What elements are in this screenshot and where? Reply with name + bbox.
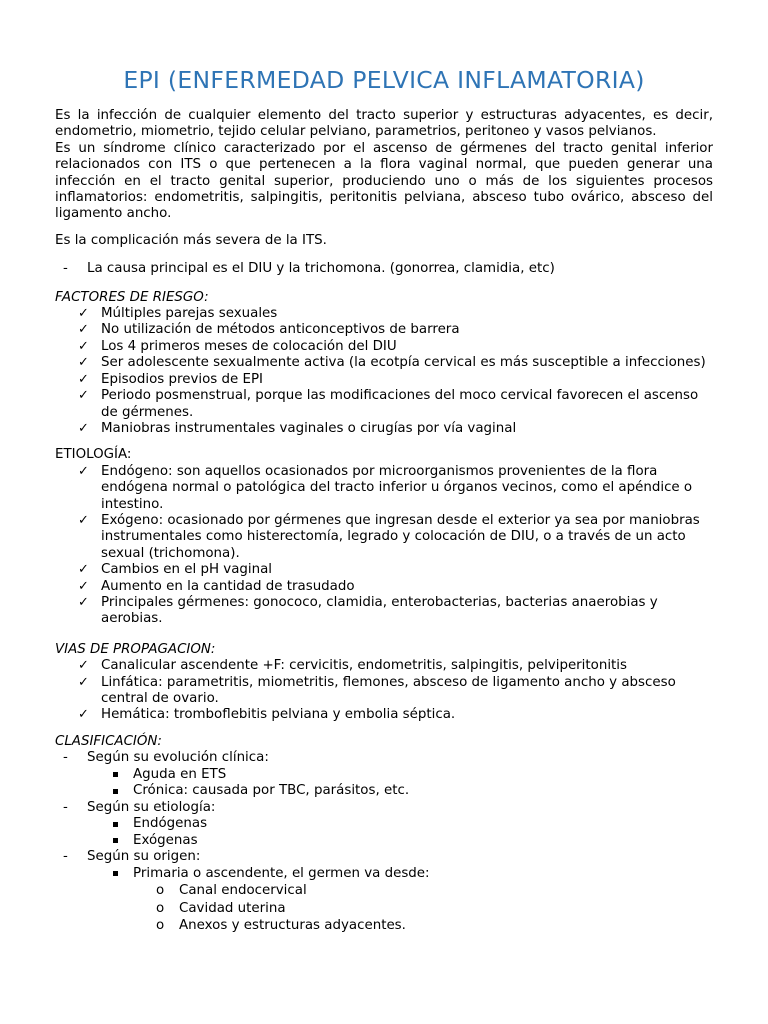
list-item: ✓ Exógeno: ocasionado por gérmenes que ingresan desde el exterior ya sea por maniobras instrumentales como histerectomía, legrado y colocación de DIU, o a través de un acto sexual (trichomona). [78, 512, 700, 561]
etiology-type-list [87, 816, 713, 849]
circle-bullet: o [156, 918, 165, 934]
dash-bullet: - [63, 849, 68, 865]
checkmark-icon: ✓ [78, 594, 89, 610]
etiology-list [55, 464, 713, 628]
classification-list [55, 750, 713, 934]
classification-origin-label: Según su origen: [87, 849, 201, 865]
etiology-heading: ETIOLOGÍA: [55, 447, 132, 463]
list-item: o Cavidad uterina [156, 900, 286, 916]
checkmark-icon: ✓ [78, 463, 89, 479]
list-item: o Canal endocervical [156, 883, 307, 899]
intro-syndrome: Es un síndrome clínico caracterizado por el ascenso de gérmenes del tracto genital inferior relacionados con ITS o que pertenecen a la flora vaginal normal, que pueden generar una infección en el tracto genital superior, produciendo uno o más de los siguientes procesos inflamatorios: endometritis, salpingitis, peritonitis pelviana, absceso tubo ovárico, absceso del ligamento ancho. [55, 140, 713, 222]
checkmark-icon: ✓ [78, 338, 89, 354]
list-item: ✓ Episodios previos de EPI [78, 371, 263, 387]
intro-definition: Es la infección de cualquier elemento del tracto superior y estructuras adyacentes, es decir, endometrio, miometrio, tejido celular pelviano, parametrios, peritoneo y vasos pelvianos. [55, 108, 713, 140]
dash-bullet: - [63, 261, 68, 277]
complication-text: Es la complicación más severa de la ITS. [55, 232, 327, 248]
propagation-heading: VIAS DE PROPAGACION: [55, 641, 216, 657]
list-item: ✓ Endógeno: son aquellos ocasionados por microorganismos provenientes de la flora endógena normal o patológica del tracto inferior u órganos vecinos, como el apéndice o intestino. [78, 463, 693, 512]
circle-bullet: o [156, 883, 165, 899]
checkmark-icon: ✓ [78, 306, 89, 322]
classification-heading: CLASIFICACIÓN: [55, 733, 162, 749]
list-item: ✓ Canalicular ascendente +F: cervicitis, endometritis, salpingitis, pelviperitonitis [78, 658, 628, 674]
square-bullet-icon [113, 789, 118, 794]
list-item: ✓ Maniobras instrumentales vaginales o cirugías por vía vaginal [78, 420, 517, 436]
origin-path-list [133, 882, 713, 934]
list-item: ✓ Aumento en la cantidad de trasudado [78, 578, 355, 594]
cause-text: La causa principal es el DIU y la trichomona. (gonorrea, clamidia, etc) [87, 261, 555, 277]
checkmark-icon: ✓ [78, 658, 89, 674]
cause-list [55, 261, 713, 277]
evolution-list [87, 767, 713, 800]
origin-list [87, 866, 713, 935]
list-item: ✓ Múltiples parejas sexuales [78, 306, 278, 322]
list-item: ✓ Ser adolescente sexualmente activa (la ecotpía cervical es más susceptible a infecciones) [78, 355, 706, 371]
square-bullet-icon [113, 838, 118, 843]
square-bullet-icon [113, 822, 118, 827]
list-item: Aguda en ETS [87, 767, 713, 784]
list-item: Crónica: causada por TBC, parásitos, etc. [87, 783, 713, 800]
circle-bullet: o [156, 900, 165, 916]
origin-primary-text: Primaria o ascendente, el germen va desde: [133, 865, 430, 881]
list-item: ✓ Los 4 primeros meses de colocación del DIU [78, 338, 397, 354]
page-title: EPI (ENFERMEDAD PELVICA INFLAMATORIA) [123, 66, 645, 94]
list-item [55, 750, 713, 800]
list-item [55, 849, 713, 934]
list-item: o Anexos y estructuras adyacentes. [156, 918, 406, 934]
checkmark-icon: ✓ [78, 388, 89, 404]
list-item [55, 261, 713, 277]
checkmark-icon: ✓ [78, 371, 89, 387]
checkmark-icon: ✓ [78, 578, 89, 594]
propagation-list [55, 658, 713, 724]
classification-evolution-label: Según su evolución clínica: [87, 750, 269, 766]
square-bullet-icon [113, 871, 118, 876]
list-item: Exógenas [87, 833, 713, 850]
dash-bullet: - [63, 750, 68, 766]
square-bullet-icon [113, 772, 118, 777]
dash-bullet: - [63, 799, 68, 815]
checkmark-icon: ✓ [78, 707, 89, 723]
list-item [87, 866, 713, 935]
list-item: ✓ Linfática: parametritis, miometritis, flemones, absceso de ligamento ancho y absceso central de ovario. [78, 674, 676, 706]
list-item: ✓ Hemática: tromboflebitis pelviana y embolia séptica. [78, 707, 456, 723]
checkmark-icon: ✓ [78, 355, 89, 371]
list-item: Endógenas [87, 816, 713, 833]
list-item: ✓ Principales gérmenes: gonococo, clamidia, enterobacterias, bacterias anaerobias y aerobias. [78, 594, 658, 627]
list-item [55, 800, 713, 850]
risk-factors-list [55, 306, 713, 437]
classification-etiology-label: Según su etiología: [87, 799, 216, 815]
checkmark-icon: ✓ [78, 420, 89, 436]
checkmark-icon: ✓ [78, 322, 89, 338]
list-item: ✓ Cambios en el pH vaginal [78, 562, 273, 578]
risk-factors-heading: FACTORES DE RIESGO: [55, 289, 209, 305]
checkmark-icon: ✓ [78, 674, 89, 690]
list-item: ✓ Periodo posmenstrual, porque las modificaciones del moco cervical favorecen el ascenso de gérmenes. [78, 388, 699, 420]
checkmark-icon: ✓ [78, 562, 89, 578]
checkmark-icon: ✓ [78, 512, 89, 528]
intro-section [55, 108, 713, 223]
list-item: ✓ No utilización de métodos anticonceptivos de barrera [78, 322, 460, 338]
